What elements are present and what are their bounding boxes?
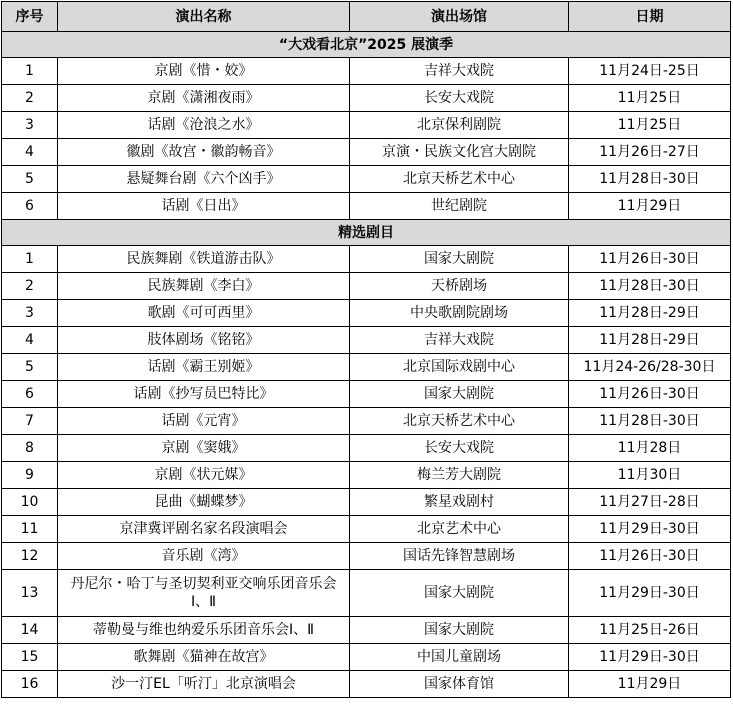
show-date: 11月28日: [569, 435, 731, 462]
show-date: 11月29日-30日: [569, 516, 731, 543]
row-number: 11: [2, 516, 58, 543]
venue-name: 北京艺术中心: [350, 516, 569, 543]
show-name: 沙一汀EL「听汀」北京演唱会: [58, 671, 350, 698]
show-name: 话剧《霸王别姬》: [58, 354, 350, 381]
show-date: 11月26日-30日: [569, 381, 731, 408]
table-row: [2, 617, 731, 644]
table-header-row: [2, 2, 731, 32]
show-name: 悬疑舞台剧《六个凶手》: [58, 166, 350, 193]
performance-schedule-table: [1, 1, 731, 698]
table-row: [2, 489, 731, 516]
show-name: 京剧《惜・姣》: [58, 58, 350, 85]
show-name: 肢体剧场《铭铭》: [58, 327, 350, 354]
show-date: 11月29日: [569, 671, 731, 698]
table-row: [2, 671, 731, 698]
table-row: [2, 516, 731, 543]
show-name: 歌舞剧《猫神在故宫》: [58, 644, 350, 671]
row-number: 16: [2, 671, 58, 698]
venue-name: 天桥剧场: [350, 273, 569, 300]
show-date: 11月30日: [569, 462, 731, 489]
table-row: [2, 193, 731, 220]
show-name: 京剧《窦娥》: [58, 435, 350, 462]
show-date: 11月24日-25日: [569, 58, 731, 85]
venue-name: 北京天桥艺术中心: [350, 166, 569, 193]
venue-name: 北京天桥艺术中心: [350, 408, 569, 435]
show-name: 音乐剧《湾》: [58, 543, 350, 570]
table-row: [2, 644, 731, 671]
show-name: 话剧《日出》: [58, 193, 350, 220]
row-number: 3: [2, 112, 58, 139]
venue-name: 长安大戏院: [350, 435, 569, 462]
row-number: 7: [2, 408, 58, 435]
venue-name: 世纪剧院: [350, 193, 569, 220]
show-name: 昆曲《蝴蝶梦》: [58, 489, 350, 516]
show-name: 京剧《状元媒》: [58, 462, 350, 489]
row-number: 1: [2, 58, 58, 85]
venue-name: 中央歌剧院剧场: [350, 300, 569, 327]
show-date: 11月28日-29日: [569, 300, 731, 327]
section-title: 精选剧目: [2, 220, 731, 246]
table-row: [2, 139, 731, 166]
table-row: [2, 408, 731, 435]
table-row: [2, 381, 731, 408]
show-date: 11月29日-30日: [569, 570, 731, 617]
row-number: 2: [2, 273, 58, 300]
venue-name: 国家大剧院: [350, 617, 569, 644]
table-row: [2, 246, 731, 273]
venue-name: 国家体育馆: [350, 671, 569, 698]
venue-name: 国家大剧院: [350, 381, 569, 408]
row-number: 15: [2, 644, 58, 671]
table-row: [2, 462, 731, 489]
venue-name: 国家大剧院: [350, 246, 569, 273]
show-date: 11月29日: [569, 193, 731, 220]
show-date: 11月28日-29日: [569, 327, 731, 354]
row-number: 6: [2, 193, 58, 220]
row-number: 8: [2, 435, 58, 462]
section-header-row: [2, 220, 731, 246]
row-number: 12: [2, 543, 58, 570]
table-row: [2, 85, 731, 112]
venue-name: 长安大戏院: [350, 85, 569, 112]
venue-name: 国话先锋智慧剧场: [350, 543, 569, 570]
row-number: 10: [2, 489, 58, 516]
show-date: 11月25日: [569, 112, 731, 139]
show-name: 徽剧《故宫・徽韵畅音》: [58, 139, 350, 166]
venue-name: 京演・民族文化宫大剧院: [350, 139, 569, 166]
table-row: [2, 570, 731, 617]
show-date: 11月24-26/28-30日: [569, 354, 731, 381]
row-number: 14: [2, 617, 58, 644]
show-name: 京剧《潇湘夜雨》: [58, 85, 350, 112]
row-number: 13: [2, 570, 58, 617]
show-name: 歌剧《可可西里》: [58, 300, 350, 327]
venue-name: 中国儿童剧场: [350, 644, 569, 671]
show-name: 蒂勒曼与维也纳爱乐乐团音乐会Ⅰ、Ⅱ: [58, 617, 350, 644]
show-name: 话剧《元宵》: [58, 408, 350, 435]
show-name: 民族舞剧《李白》: [58, 273, 350, 300]
venue-name: 国家大剧院: [350, 570, 569, 617]
show-date: 11月25日: [569, 85, 731, 112]
header-show-name: 演出名称: [58, 2, 350, 32]
section-header-row: [2, 32, 731, 58]
header-date: 日期: [569, 2, 731, 32]
table-row: [2, 435, 731, 462]
table-row: [2, 354, 731, 381]
show-name: 丹尼尔・哈丁与圣切契利亚交响乐团音乐会Ⅰ、Ⅱ: [58, 570, 350, 617]
table-row: [2, 273, 731, 300]
show-date: 11月25日-26日: [569, 617, 731, 644]
row-number: 4: [2, 139, 58, 166]
table-row: [2, 112, 731, 139]
row-number: 1: [2, 246, 58, 273]
show-date: 11月28日-30日: [569, 408, 731, 435]
table-row: [2, 166, 731, 193]
venue-name: 梅兰芳大剧院: [350, 462, 569, 489]
venue-name: 北京保利剧院: [350, 112, 569, 139]
show-date: 11月27日-28日: [569, 489, 731, 516]
row-number: 2: [2, 85, 58, 112]
venue-name: 吉祥大戏院: [350, 327, 569, 354]
venue-name: 北京国际戏剧中心: [350, 354, 569, 381]
venue-name: 吉祥大戏院: [350, 58, 569, 85]
table-body: [2, 32, 731, 698]
show-date: 11月28日-30日: [569, 166, 731, 193]
show-date: 11月28日-30日: [569, 273, 731, 300]
show-date: 11月26日-30日: [569, 246, 731, 273]
row-number: 5: [2, 354, 58, 381]
header-number: 序号: [2, 2, 58, 32]
row-number: 3: [2, 300, 58, 327]
show-name: 话剧《沧浪之水》: [58, 112, 350, 139]
show-date: 11月26日-27日: [569, 139, 731, 166]
show-name: 话剧《抄写员巴特比》: [58, 381, 350, 408]
show-date: 11月29日-30日: [569, 644, 731, 671]
section-title: “大戏看北京”2025 展演季: [2, 32, 731, 58]
row-number: 9: [2, 462, 58, 489]
show-date: 11月26日-30日: [569, 543, 731, 570]
table-row: [2, 300, 731, 327]
show-name: 京津冀评剧名家名段演唱会: [58, 516, 350, 543]
table-row: [2, 543, 731, 570]
table-row: [2, 327, 731, 354]
table-row: [2, 58, 731, 85]
header-venue: 演出场馆: [350, 2, 569, 32]
venue-name: 繁星戏剧村: [350, 489, 569, 516]
row-number: 6: [2, 381, 58, 408]
row-number: 5: [2, 166, 58, 193]
show-name: 民族舞剧《铁道游击队》: [58, 246, 350, 273]
row-number: 4: [2, 327, 58, 354]
